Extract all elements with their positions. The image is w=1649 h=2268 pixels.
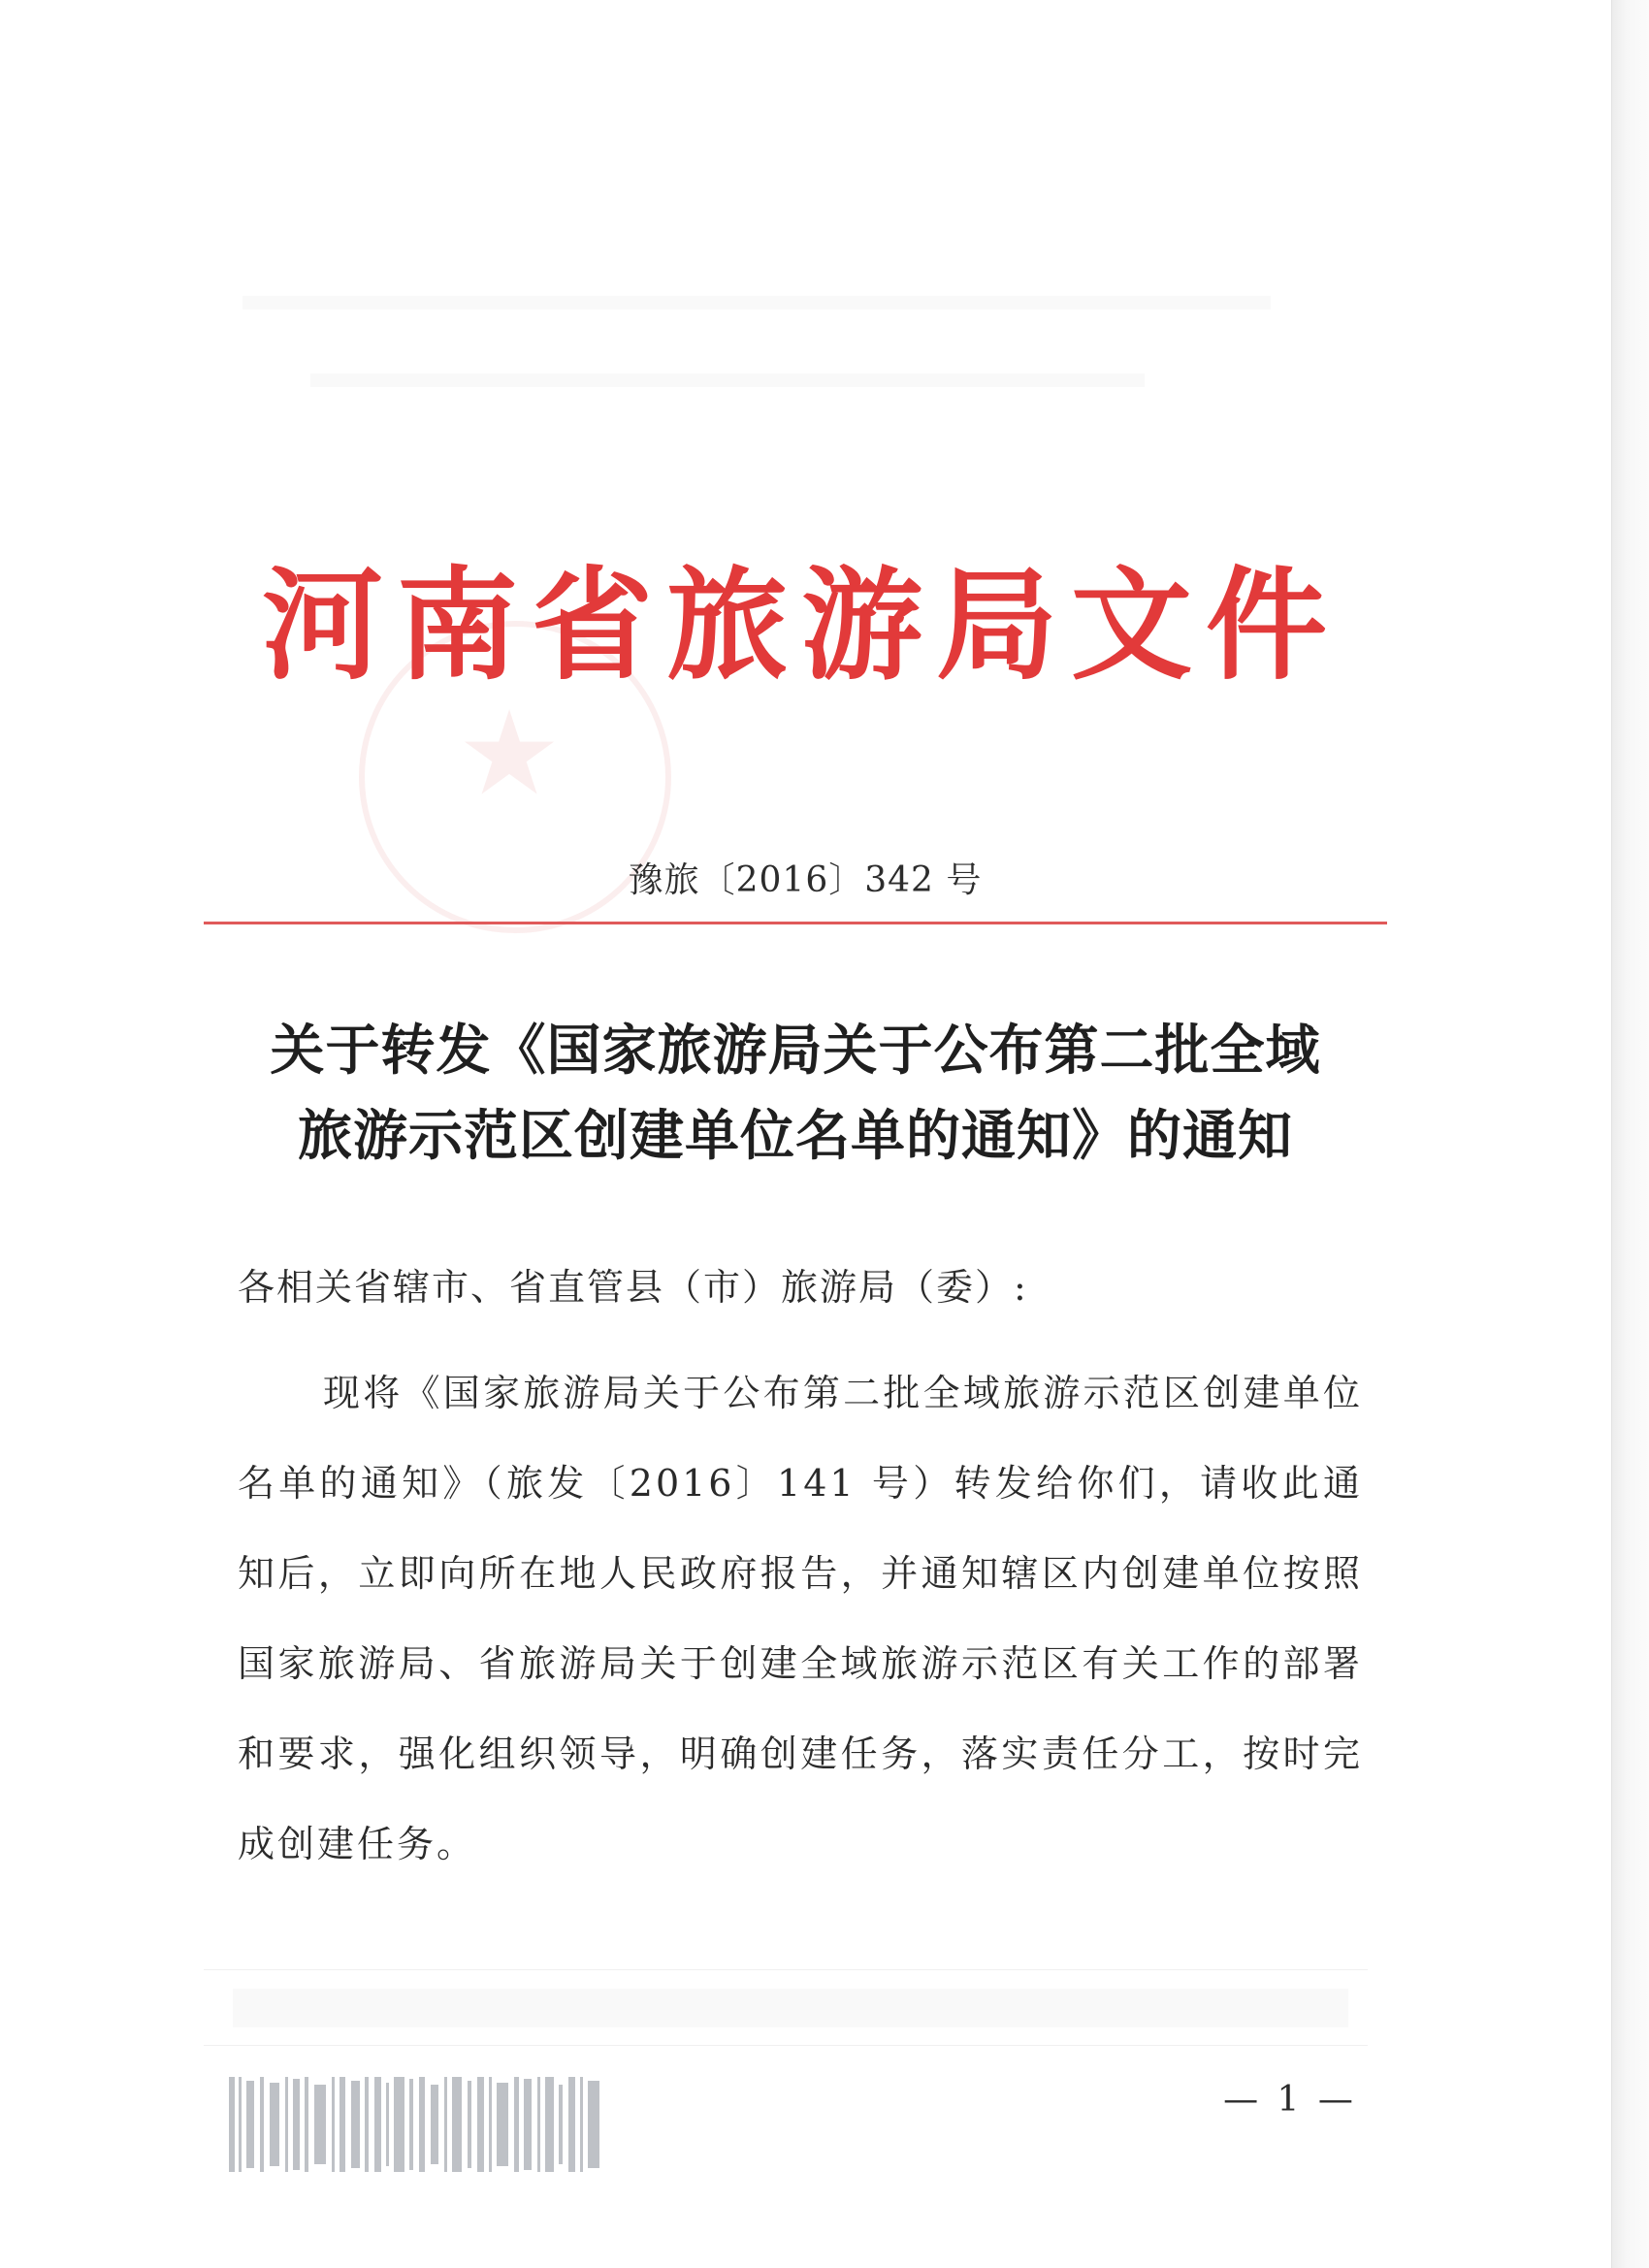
page-number: — 1 — [1223,2080,1357,2120]
bleed-through-line [204,2045,1368,2046]
bleed-through-line [242,296,1271,309]
bleed-through-line [204,1969,1368,1970]
bleed-through-line [310,373,1145,387]
document-masthead: 河南省旅游局文件 [262,555,1341,697]
red-divider-rule [204,922,1387,924]
document-title [213,1009,1377,1180]
bleed-through-line [233,1989,1348,2027]
scan-edge [1611,0,1649,2268]
barcode-icon [225,2071,605,2178]
title-line-1: 关于转发《国家旅游局关于公布第二批全域 [270,1020,1321,1083]
document-number: 豫旅〔2016〕342 号 [628,860,983,900]
seal-star-icon: ★ [457,687,562,822]
body-paragraph: 现将《国家旅游局关于公布第二批全域旅游示范区创建单位名单的通知》（旅发〔2016〕141 号）转发给你们，请收此通知后，立即向所在地人民政府报告，并通知辖区内创建单位按照国家旅游局、省旅游局关于创建全域旅游示范区有关工作的部署和要求，强化组织领导，明确创建任务，落实责任分工，按时完成创建任务。 [238,1372,1363,1865]
salutation: 各相关省辖市、省直管县（市）旅游局（委）: [238,1266,1028,1309]
title-line-2: 旅游示范区创建单位名单的通知》的通知 [298,1105,1293,1168]
